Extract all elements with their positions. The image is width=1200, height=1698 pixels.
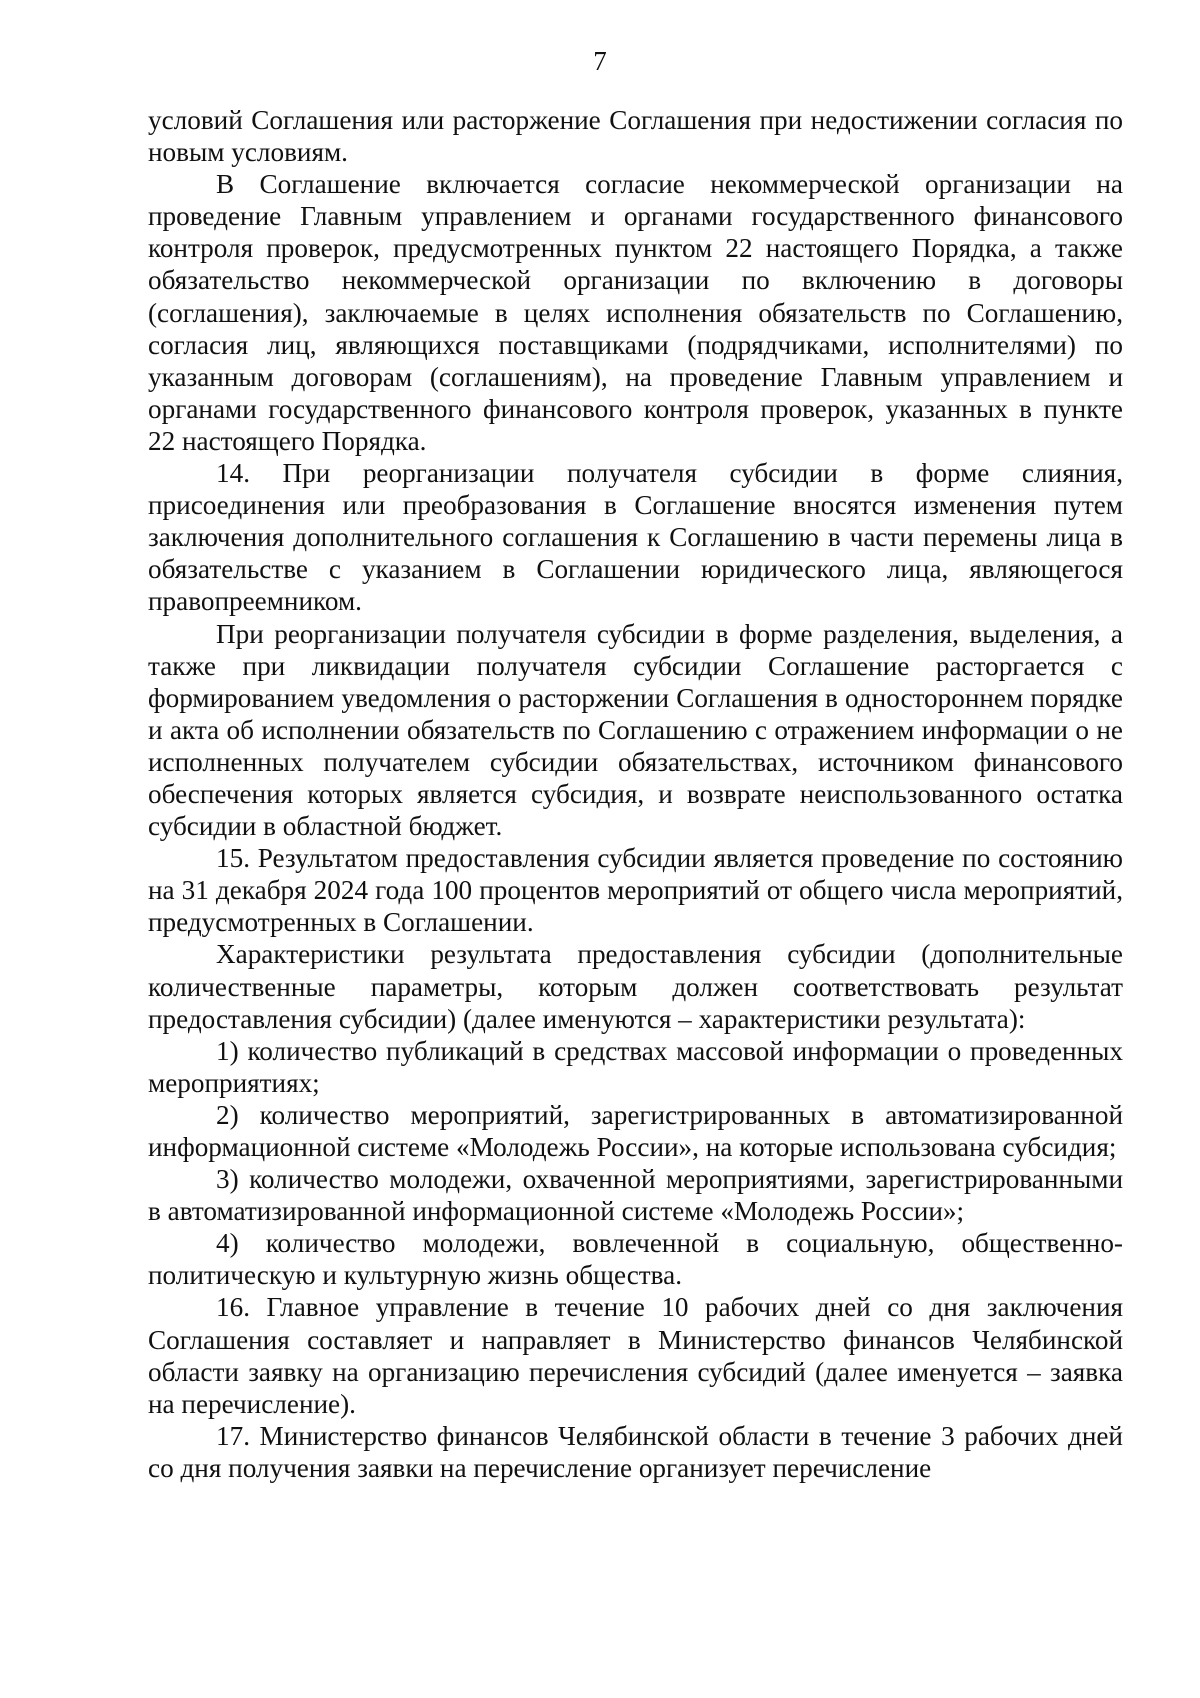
paragraph: В Соглашение включается согласие некоммерческой организации на проведение Главным управлением и органами государственного финансового контроля проверок, предусмотренных пунктом 22 настоящего Порядка, а также обязательство некоммерческой организации по включению в договоры (соглашения), заключаемые в целях исполнения обязательств по Соглашению, согласия лиц, являющихся поставщиками (подрядчиками, исполнителями) по указанным договорам (соглашениям), на проведение Главным управлением и органами государственного финансового контроля проверок, указанных в пункте 22 настоящего Порядка.: [148, 169, 1123, 456]
list-item: 2) количество мероприятий, зарегистрированных в автоматизированной информационной системе «Молодежь России», на которые использована субсидия;: [148, 1099, 1123, 1162]
paragraph: 16. Главное управление в течение 10 рабочих дней со дня заключения Соглашения составляет и направляет в Министерство финансов Челябинской области заявку на организацию перечисления субсидий (далее именуется – заявка на перечисление).: [148, 1292, 1123, 1419]
document-body: [148, 104, 1123, 1484]
page-number: 7: [593, 46, 607, 76]
paragraph: 17. Министерство финансов Челябинской области в течение 3 рабочих дней со дня получения заявки на перечисление организует перечисление: [148, 1420, 1123, 1483]
list-item: 1) количество публикаций в средствах массовой информации о проведенных мероприятиях;: [148, 1035, 1123, 1098]
list-item: 3) количество молодежи, охваченной мероприятиями, зарегистрированными в автоматизированной информационной системе «Молодежь России»;: [148, 1164, 1123, 1227]
paragraph: 14. При реорганизации получателя субсидии в форме слияния, присоединения или преобразования в Соглашение вносятся изменения путем заключения дополнительного соглашения к Соглашению в части перемены лица в обязательстве с указанием в Соглашении юридического лица, являющегося правопреемником.: [148, 458, 1123, 617]
paragraph: условий Соглашения или расторжение Соглашения при недостижении согласия по новым условиям.: [148, 105, 1123, 168]
paragraph: 15. Результатом предоставления субсидии является проведение по состоянию на 31 декабря 2024 года 100 процентов мероприятий от общего числа мероприятий, предусмотренных в Соглашении.: [148, 843, 1123, 938]
list-item: 4) количество молодежи, вовлеченной в социальную, общественно-политическую и культурную жизнь общества.: [148, 1228, 1123, 1291]
paragraph: При реорганизации получателя субсидии в форме разделения, выделения, а также при ликвидации получателя субсидии Соглашение расторгается с формированием уведомления о расторжении Соглашения в одностороннем порядке и акта об исполнении обязательств по Соглашению с отражением информации о не исполненных получателем субсидии обязательствах, источником финансового обеспечения которых является субсидия, и возврате неиспользованного остатка субсидии в областной бюджет.: [148, 618, 1123, 842]
paragraph: Характеристики результата предоставления субсидии (дополнительные количественные параметры, которым должен соответствовать результат предоставления субсидии) (далее именуются – характеристики результата):: [148, 939, 1123, 1034]
